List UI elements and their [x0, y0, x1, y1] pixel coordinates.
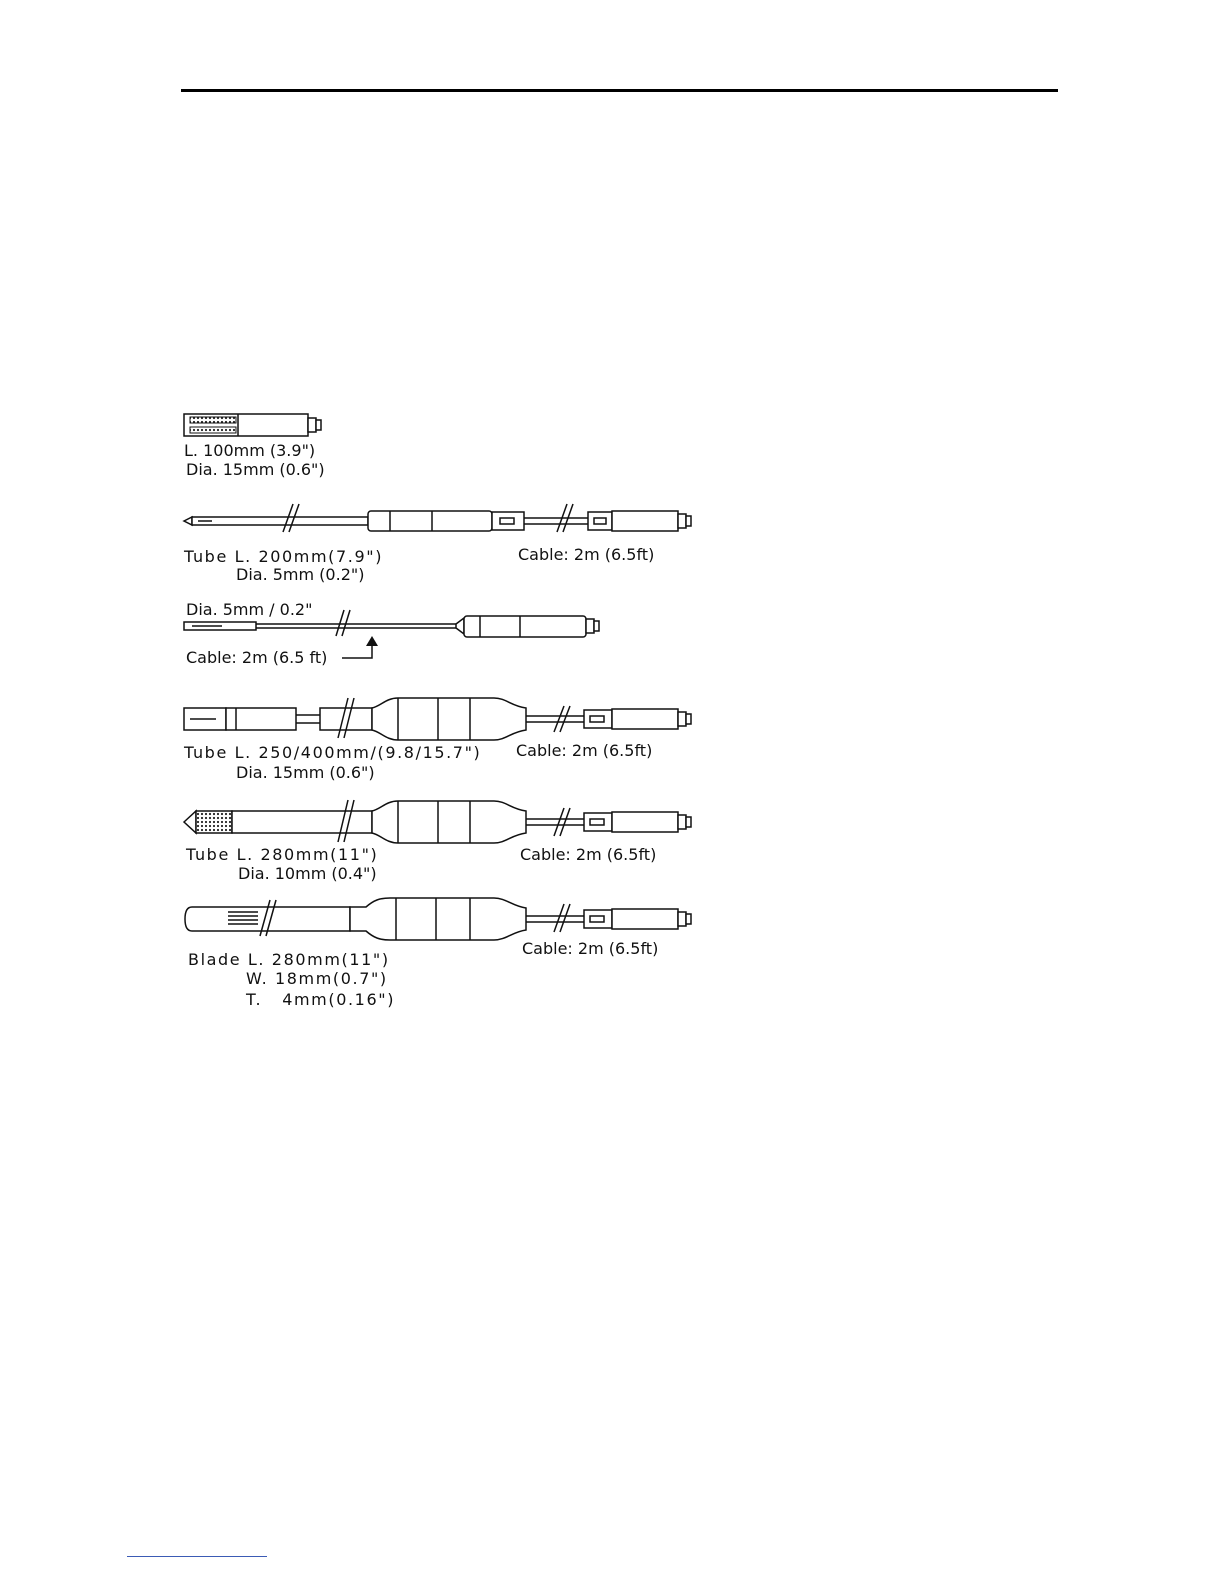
header-rule: [181, 89, 1058, 92]
probe-6-cable-label: Cable: 2m (6.5ft): [522, 939, 659, 958]
probe-5-length-label: Tube L. 280mm(11"): [186, 845, 379, 864]
probe-4-cable-label: Cable: 2m (6.5ft): [516, 741, 653, 760]
probe-2-cable-label: Cable: 2m (6.5ft): [518, 545, 655, 564]
probe-1-drawing: [184, 414, 321, 436]
probe-1-diameter-label: Dia. 15mm (0.6"): [186, 460, 325, 479]
probe-5-cable-label: Cable: 2m (6.5ft): [520, 845, 657, 864]
probe-3-cable-label: Cable: 2m (6.5 ft): [186, 648, 328, 667]
probe-5-drawing: [184, 800, 691, 843]
probe-5-diameter-label: Dia. 10mm (0.4"): [238, 864, 377, 883]
probe-2-length-label: Tube L. 200mm(7.9"): [184, 547, 384, 566]
probe-2-diameter-label: Dia. 5mm (0.2"): [236, 565, 365, 584]
probe-1-length-label: L. 100mm (3.9"): [184, 441, 316, 460]
probe-6-drawing: [185, 898, 691, 940]
probe-6-length-label: Blade L. 280mm(11"): [188, 950, 390, 969]
probe-4-drawing: [184, 698, 691, 740]
probe-2-drawing: [184, 504, 691, 532]
probe-4-length-label: Tube L. 250/400mm/(9.8/15.7"): [184, 743, 482, 762]
probe-dimensions-figure: [176, 404, 706, 1020]
probe-6-width-label: W. 18mm(0.7"): [246, 969, 388, 988]
probe-6-thickness-label: T. 4mm(0.16"): [246, 990, 396, 1009]
footnote-rule: [127, 1556, 267, 1557]
probe-3-diameter-label: Dia. 5mm / 0.2": [186, 600, 313, 619]
probe-4-diameter-label: Dia. 15mm (0.6"): [236, 763, 375, 782]
